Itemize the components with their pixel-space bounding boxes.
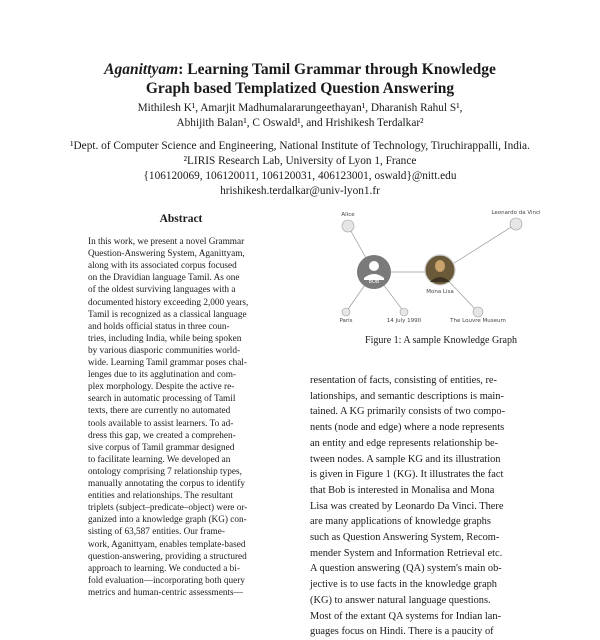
emails-line2: hrishikesh.terdalkar@univ-lyon1.fr	[220, 185, 380, 197]
abstract-line: sisting of 63,587 entities. Our frame-	[88, 527, 225, 538]
abstract-line: by various diasporic communities world-	[88, 345, 241, 356]
label-bottom-mid: 14 July 1990	[386, 318, 422, 324]
abstract-line: work, Aganittyam, enables template-based	[88, 539, 246, 550]
abstract-line: Tamil is recognized as a classical language	[88, 309, 247, 320]
body-line: resentation of facts, consisting of entities, re-	[310, 375, 497, 386]
authors-line2: Abhijith Balan¹, C Oswald¹, and Hrishikesh Terdalkar²	[176, 117, 424, 129]
abstract-line: In this work, we present a novel Grammar	[88, 237, 245, 247]
abstract-line: ontology comprising 7 relationship types,	[88, 466, 242, 477]
label-bob: BOB	[368, 279, 380, 285]
abstract-line: sive corpus of Tamil grammar designed	[88, 442, 235, 453]
body-line: mender System and Information Retrieval etc.	[310, 547, 503, 559]
abstract-line: metrics and human-centric assessments—	[88, 587, 243, 598]
label-bottom-left: Paris	[339, 318, 353, 324]
abstract-line: and holds official status in three coun-	[88, 321, 230, 332]
title-italic: Aganittyam	[104, 61, 179, 78]
abstract-line: triplets (subject–predicate–object) were or-	[88, 503, 248, 514]
label-top-left: Alice	[341, 212, 355, 218]
body-line: nents (node and edge) where a node represents	[310, 422, 505, 434]
body-line: an entity and edge represents relationship be-	[310, 437, 499, 449]
abstract-line: tools available to assist learners. To ad-	[88, 418, 234, 429]
abstract-line: tries, including India, while being spoken	[88, 333, 242, 344]
abstract-line: approach to learning. We conducted a bi-	[88, 563, 240, 574]
body-line: guages focus on Hindi. There is a paucity of	[310, 626, 494, 638]
authors-line1: Mithilesh K¹, Amarjit Madhumalararungeethayan¹, Dharanish Rahul S¹,	[137, 102, 463, 114]
body-line: Lisa was created by Leonardo Da Vinci. There	[310, 500, 504, 512]
knowledge-graph-figure	[326, 208, 566, 328]
abstract-line: documented history exceeding 2,000 years,	[88, 297, 249, 308]
paper-title-line2: Graph based Templatized Question Answering	[145, 80, 455, 97]
abstract-line: plex morphology. Despite the active re-	[88, 382, 235, 393]
abstract-line: wide. Learning Tamil grammar poses chal-	[88, 358, 247, 368]
body-line: is given in Figure 1 (KG). It illustrates the fact	[310, 469, 504, 481]
figure-caption: Figure 1: A sample Knowledge Graph	[365, 335, 517, 346]
body-line: (KG) to answer natural language questions.	[310, 594, 491, 606]
body-line: Most of the extant QA systems for Indian lan-	[310, 610, 502, 622]
leonardo-node	[510, 218, 522, 230]
body-line: tained. A KG primarily consists of two compo-	[310, 406, 506, 418]
paper-title	[40, 60, 560, 79]
label-mona: Mona Lisa	[426, 289, 454, 295]
body-line: are many applications of knowledge graphs	[310, 516, 491, 528]
alice-node	[342, 220, 354, 232]
louvre-node	[473, 307, 483, 317]
emails-line1: {106120069, 106120011, 106120031, 406123001, oswald}@nitt.edu	[143, 170, 457, 182]
abstract-line: to facilitate learning. We developed an	[88, 454, 231, 465]
body-line: that Bob is interested in Monalisa and Mona	[310, 484, 495, 496]
label-bottom-right: The Louvre Museum	[450, 318, 506, 324]
body-line: lationships, and semantic descriptions is main-	[310, 390, 504, 402]
abstract-line: Question-Answering System, Aganittyam,	[88, 249, 245, 260]
affiliation-line2: ²LIRIS Research Lab, University of Lyon 1, France	[183, 155, 417, 167]
affiliation-line1: ¹Dept. of Computer Science and Engineering, National Institute of Technology, Tiruchirappalli, India.	[70, 140, 530, 152]
paris-node	[342, 308, 350, 316]
abstract-line: along with its associated corpus focused	[88, 261, 237, 272]
abstract-heading: Abstract	[159, 213, 203, 225]
bob-person-icon	[369, 261, 379, 271]
abstract-line: manually annotating the corpus to identify	[88, 479, 245, 489]
abstract-line: of the oldest surviving languages with a	[88, 285, 236, 296]
title-rest: : Learning Tamil Grammar through Knowledge	[178, 61, 496, 78]
abstract-line: fold evaluation—incorporating both query	[88, 575, 245, 586]
body-line: jective is to use facts in the knowledge graph	[310, 579, 497, 591]
body-line: A question answering (QA) system's main ob-	[310, 563, 502, 575]
body-line: such as Question Answering System, Recom-	[310, 532, 500, 543]
abstract-line: on the Dravidian language Tamil. As one	[88, 273, 240, 284]
abstract-line: dress this gap, we created a comprehen-	[88, 430, 236, 441]
abstract-line: lenges due to its agglutination and com-	[88, 370, 236, 381]
abstract-line: entities and relationships. The resultant	[88, 491, 233, 502]
abstract-line: ganized into a knowledge graph (KG) con-	[88, 515, 247, 526]
date-node	[400, 308, 408, 316]
abstract-line: texts, there are currently no automated	[88, 406, 231, 417]
abstract-line: search in automatic processing of Tamil	[88, 394, 236, 405]
label-top-right: Leonardo da Vinci	[491, 210, 541, 216]
body-line: tween nodes. A sample KG and its illustration	[310, 453, 501, 465]
abstract-line: question-answering, providing a structured	[88, 551, 247, 562]
